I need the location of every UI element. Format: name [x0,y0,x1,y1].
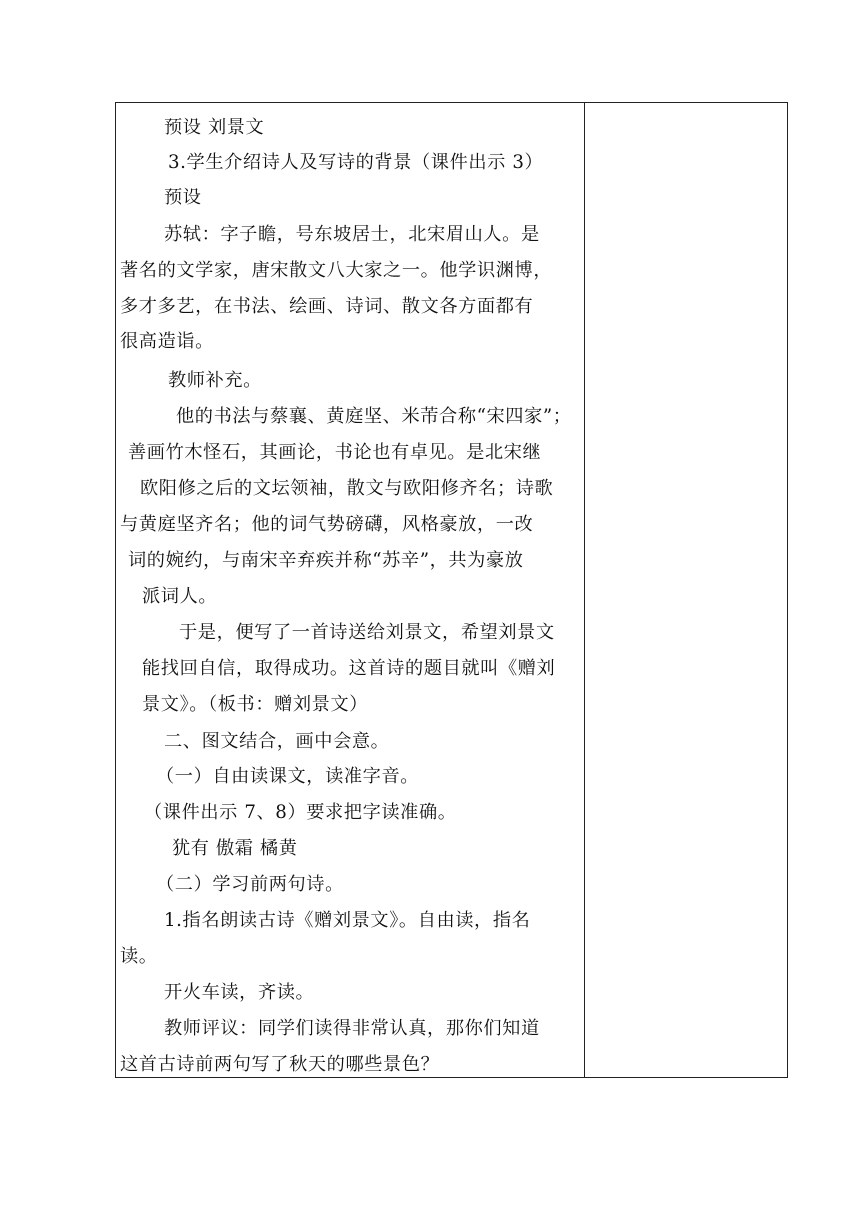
text-line: 景文》。（板书：赠刘景文） [142,694,369,715]
text-line: 二、图文结合，画中会意。 [164,731,390,752]
text-line: 词的婉约，与南宋辛弃疾并称“苏辛”，共为豪放 [128,550,524,571]
text-line: 教师补充。 [168,370,262,391]
text-line: 多才多艺，在书法、绘画、诗词、散文各方面都有 [120,296,534,317]
text-line: 苏轼：字子瞻，号东坡居士，北宋眉山人。是 [164,224,540,245]
text-line: 著名的文学家，唐宋散文八大家之一。他学识渊博， [120,260,553,281]
text-line: 派词人。 [142,586,218,607]
lesson-content-cell [116,103,584,1077]
text-line: 读。 [120,946,158,967]
text-line: 他的书法与蔡襄、黄庭坚、米芾合称“宋四家”； [176,406,572,427]
notes-cell [585,103,787,1077]
text-line: 教师评议：同学们读得非常认真，那你们知道 [164,1018,540,1039]
text-line: 于是，便写了一首诗送给刘景文，希望刘景文 [179,622,555,643]
text-line: 这首古诗前两句写了秋天的哪些景色？ [120,1054,440,1075]
text-line: 开火车读，齐读。 [164,982,315,1003]
text-line: 预设 [164,187,202,208]
text-line: 预设 刘景文 [164,117,265,138]
text-line: （一）自由读课文，读准字音。 [156,766,420,787]
text-line: （课件出示 7、8）要求把字读准确。 [144,802,457,823]
text-line: 3.学生介绍诗人及写诗的背景（课件出示 3） [168,152,544,173]
text-line: 善画竹木怪石，其画论，书论也有卓见。是北宋继 [128,442,542,463]
lesson-plan-table [115,102,788,1078]
text-line: 1.指名朗读古诗《赠刘景文》。自由读，指名 [164,910,531,931]
text-line: 与黄庭坚齐名；他的词气势磅礴，风格豪放，一改 [120,514,534,535]
text-line: 犹有 傲霜 橘黄 [172,838,298,859]
text-line: 很高造诣。 [120,331,214,352]
text-line: （二）学习前两句诗。 [156,874,344,895]
text-line: 能找回自信，取得成功。这首诗的题目就叫《赠刘 [142,658,556,679]
text-line: 欧阳修之后的文坛领袖，散文与欧阳修齐名；诗歌 [140,478,554,499]
